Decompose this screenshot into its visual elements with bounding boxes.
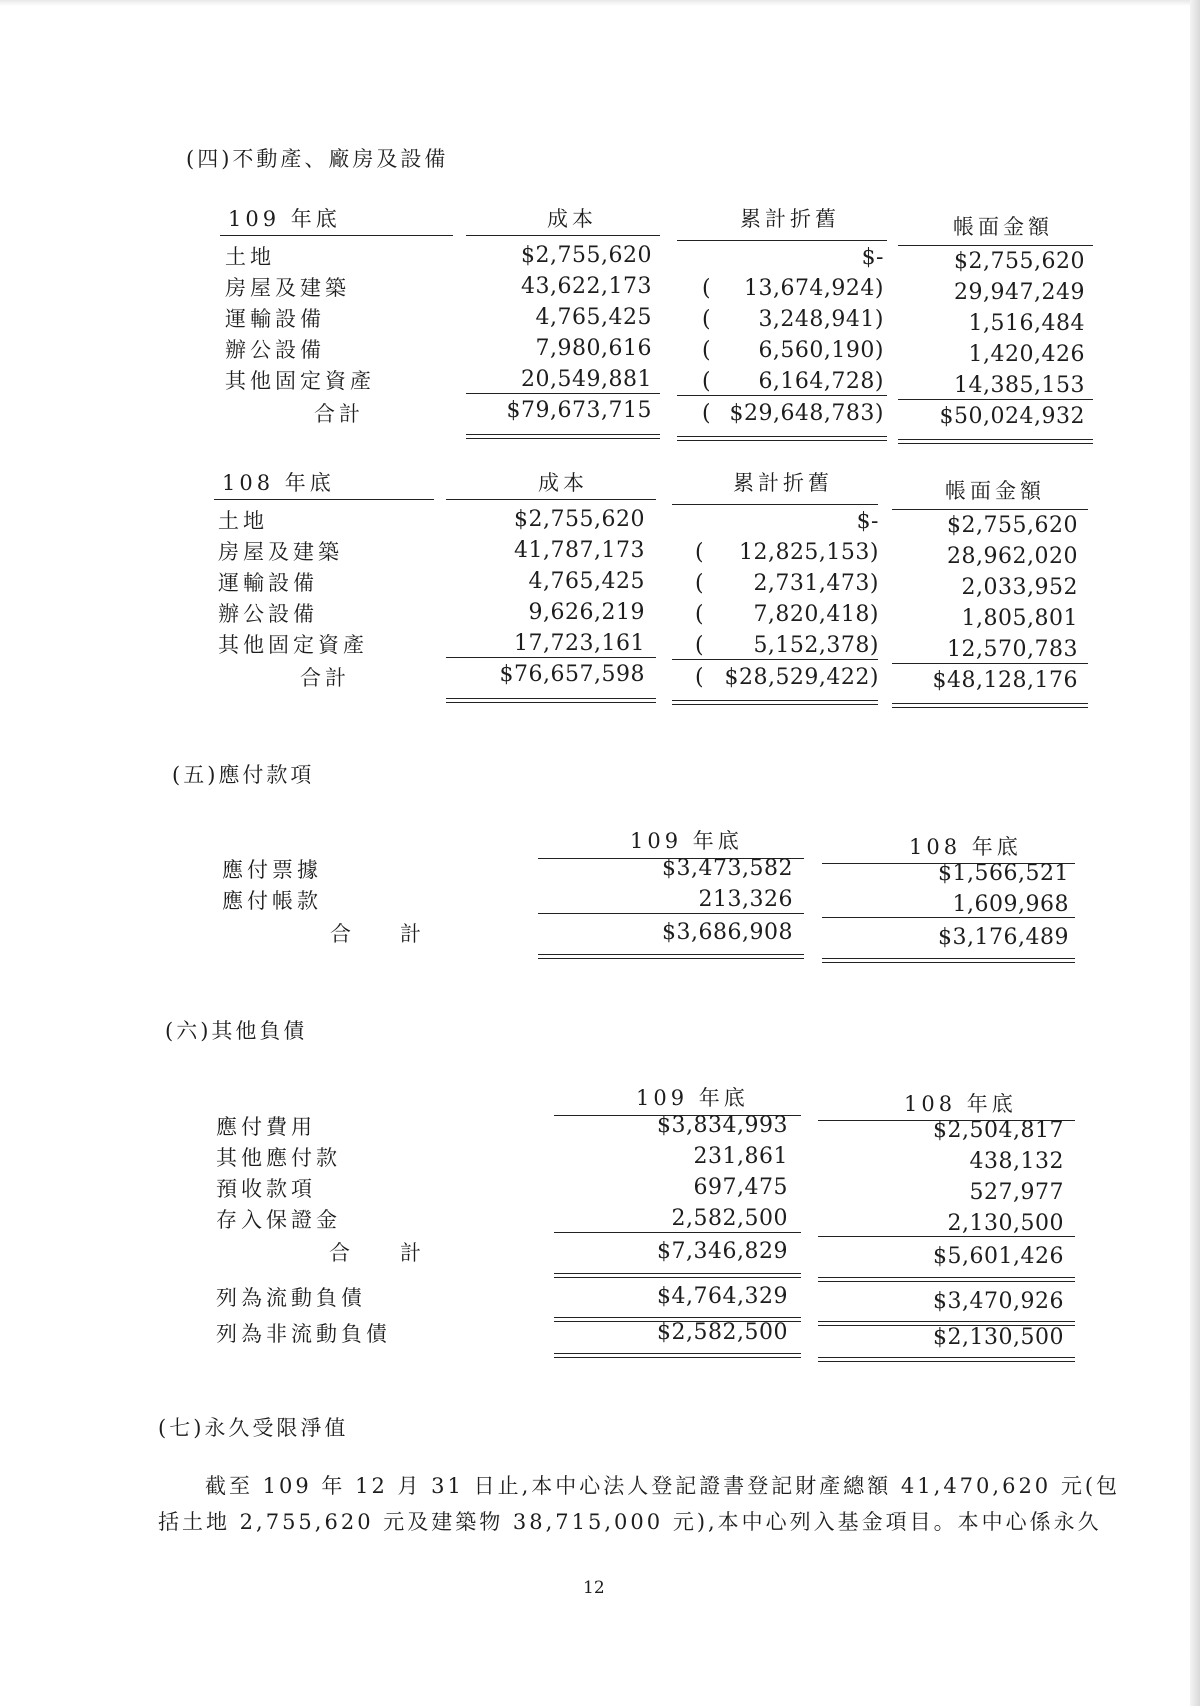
value-108: 1,609,968 [952, 892, 1069, 917]
book-value: 1,420,426 [968, 342, 1085, 367]
double-rule [466, 434, 660, 439]
header-rule [446, 499, 656, 500]
double-rule [672, 700, 878, 705]
depreciation-value: 2,731,473) [753, 571, 879, 596]
open-paren: ( [695, 602, 704, 627]
row-label: 運輸設備 [225, 307, 325, 331]
value-109: $3,473,582 [662, 856, 793, 881]
cost-value: 20,549,881 [521, 367, 652, 392]
total-cost: $76,657,598 [499, 662, 645, 687]
open-paren: ( [702, 401, 711, 426]
total-label-part-1: 合 [330, 922, 355, 946]
col-header-accumulated-depreciation: 累計折舊 [733, 471, 833, 495]
total-label: 合計 [300, 666, 350, 690]
page-number: 12 [583, 1578, 605, 1598]
subtotal-rule [822, 917, 1075, 918]
row-label: 辦公設備 [225, 338, 325, 362]
depreciation-value: 6,164,728) [758, 369, 884, 394]
value-109: 2,582,500 [671, 1206, 788, 1231]
total-value-109: $3,686,908 [662, 920, 793, 945]
value-108: $2,504,817 [933, 1118, 1064, 1143]
open-paren: ( [695, 571, 704, 596]
row-label: 存入保證金 [216, 1208, 341, 1232]
depreciation-value: 5,152,378) [753, 633, 879, 658]
subtotal-rule [677, 395, 887, 396]
subtotal-rule [554, 1232, 801, 1233]
cost-value: 4,765,425 [528, 569, 645, 594]
total-value-108: $3,176,489 [938, 925, 1069, 950]
col-header-109: 109 年底 [636, 1086, 749, 1110]
noncurrent-label: 列為非流動負債 [216, 1322, 391, 1346]
book-value: 14,385,153 [954, 373, 1085, 398]
open-paren: ( [695, 540, 704, 565]
total-label: 合計 [314, 402, 364, 426]
total-book-value: $50,024,932 [939, 404, 1085, 429]
col-header-cost: 成本 [547, 207, 597, 231]
row-label: 房屋及建築 [225, 276, 350, 300]
cost-value: $2,755,620 [514, 507, 645, 532]
subtotal-rule [672, 659, 878, 660]
row-label: 應付費用 [216, 1115, 316, 1139]
book-value: $2,755,620 [954, 249, 1085, 274]
section-7-paragraph-line-2: 括土地 2,755,620 元及建築物 38,715,000 元),本中心列入基金項目。本中心係永久 [158, 1510, 1102, 1534]
value-109: 697,475 [693, 1175, 788, 1200]
cost-value: 4,765,425 [535, 305, 652, 330]
header-rule [898, 245, 1093, 246]
noncurrent-value-109: $2,582,500 [657, 1320, 788, 1345]
open-paren: ( [702, 338, 711, 363]
total-depreciation: $29,648,783) [729, 401, 884, 426]
cost-value: 43,622,173 [521, 274, 652, 299]
book-value: 12,570,783 [947, 637, 1078, 662]
total-label-part-2: 計 [400, 922, 425, 946]
row-label: 房屋及建築 [218, 540, 343, 564]
double-rule [677, 436, 887, 441]
header-rule [466, 235, 660, 236]
col-header-109: 109 年底 [630, 829, 743, 853]
open-paren: ( [695, 665, 704, 690]
cost-value: 17,723,161 [514, 631, 645, 656]
total-depreciation: $28,529,422) [724, 665, 879, 690]
cost-value: 41,787,173 [514, 538, 645, 563]
depreciation-value: 12,825,153) [738, 540, 879, 565]
row-label: 其他固定資產 [218, 633, 368, 657]
double-rule [554, 1353, 801, 1358]
header-rule [672, 504, 878, 505]
double-rule [898, 439, 1093, 444]
value-108: 2,130,500 [947, 1211, 1064, 1236]
book-value: 2,033,952 [961, 575, 1078, 600]
header-rule [220, 235, 453, 236]
open-paren: ( [702, 369, 711, 394]
total-label-part-1: 合 [329, 1241, 354, 1265]
depreciation-value: 3,248,941) [758, 307, 884, 332]
subtotal-rule [446, 657, 656, 658]
cost-value: 9,626,219 [528, 600, 645, 625]
value-108: $1,566,521 [938, 861, 1069, 886]
book-value: 29,947,249 [954, 280, 1085, 305]
header-rule [214, 499, 434, 500]
row-label: 應付帳款 [222, 889, 322, 913]
open-paren: ( [695, 633, 704, 658]
book-value: 1,805,801 [961, 606, 1078, 631]
depreciation-value: $- [856, 509, 879, 534]
row-label: 其他固定資產 [225, 369, 375, 393]
depreciation-value: 7,820,418) [753, 602, 879, 627]
value-109: 231,861 [693, 1144, 788, 1169]
row-label: 應付票據 [222, 858, 322, 882]
subtotal-rule [818, 1236, 1075, 1237]
total-value-109: $7,346,829 [657, 1239, 788, 1264]
value-109: 213,326 [698, 887, 793, 912]
year-heading: 109 年底 [228, 207, 341, 231]
row-label: 預收款項 [216, 1177, 316, 1201]
double-rule [892, 703, 1088, 708]
cost-value: $2,755,620 [521, 243, 652, 268]
value-109: $3,834,993 [657, 1113, 788, 1138]
total-book-value: $48,128,176 [932, 668, 1078, 693]
col-header-cost: 成本 [538, 471, 588, 495]
subtotal-rule [538, 913, 804, 914]
book-value: 28,962,020 [947, 544, 1078, 569]
row-label: 運輸設備 [218, 571, 318, 595]
col-header-108: 108 年底 [909, 835, 1022, 859]
section-4-title: (四)不動產、廠房及設備 [186, 147, 449, 171]
subtotal-rule [466, 393, 660, 394]
double-rule [538, 954, 804, 959]
open-paren: ( [702, 276, 711, 301]
noncurrent-value-108: $2,130,500 [933, 1325, 1064, 1350]
page-top-shadow [0, 0, 1200, 6]
section-7-title: (七)永久受限淨值 [158, 1416, 349, 1440]
subtotal-rule [892, 663, 1088, 664]
current-label: 列為流動負債 [216, 1286, 366, 1310]
col-header-book-value: 帳面金額 [945, 479, 1045, 503]
value-108: 438,132 [969, 1149, 1064, 1174]
header-rule [892, 509, 1088, 510]
book-value: $2,755,620 [947, 513, 1078, 538]
book-value: 1,516,484 [968, 311, 1085, 336]
double-rule [818, 1357, 1075, 1362]
current-value-109: $4,764,329 [657, 1284, 788, 1309]
col-header-accumulated-depreciation: 累計折舊 [740, 207, 840, 231]
row-label: 土地 [225, 245, 275, 269]
section-5-title: (五)應付款項 [172, 763, 315, 787]
depreciation-value: 13,674,924) [743, 276, 884, 301]
depreciation-value: $- [861, 245, 884, 270]
section-6-title: (六)其他負債 [165, 1019, 308, 1043]
page-right-edge [1190, 0, 1200, 1706]
total-label-part-2: 計 [400, 1241, 425, 1265]
subtotal-rule [898, 399, 1093, 400]
total-cost: $79,673,715 [506, 398, 652, 423]
col-header-108: 108 年底 [904, 1092, 1017, 1116]
depreciation-value: 6,560,190) [758, 338, 884, 363]
section-7-paragraph-line-1: 截至 109 年 12 月 31 日止,本中心法人登記證書登記財產總額 41,470,620 元(包 [205, 1474, 1121, 1498]
open-paren: ( [702, 307, 711, 332]
current-value-108: $3,470,926 [933, 1289, 1064, 1314]
year-heading: 108 年底 [222, 471, 335, 495]
row-label: 土地 [218, 509, 268, 533]
value-108: 527,977 [969, 1180, 1064, 1205]
double-rule [818, 1277, 1075, 1282]
cost-value: 7,980,616 [535, 336, 652, 361]
header-rule [677, 240, 887, 241]
double-rule [554, 1273, 801, 1278]
total-value-108: $5,601,426 [933, 1244, 1064, 1269]
row-label: 其他應付款 [216, 1146, 341, 1170]
double-rule [822, 958, 1075, 963]
double-rule [446, 698, 656, 703]
row-label: 辦公設備 [218, 602, 318, 626]
col-header-book-value: 帳面金額 [953, 215, 1053, 239]
